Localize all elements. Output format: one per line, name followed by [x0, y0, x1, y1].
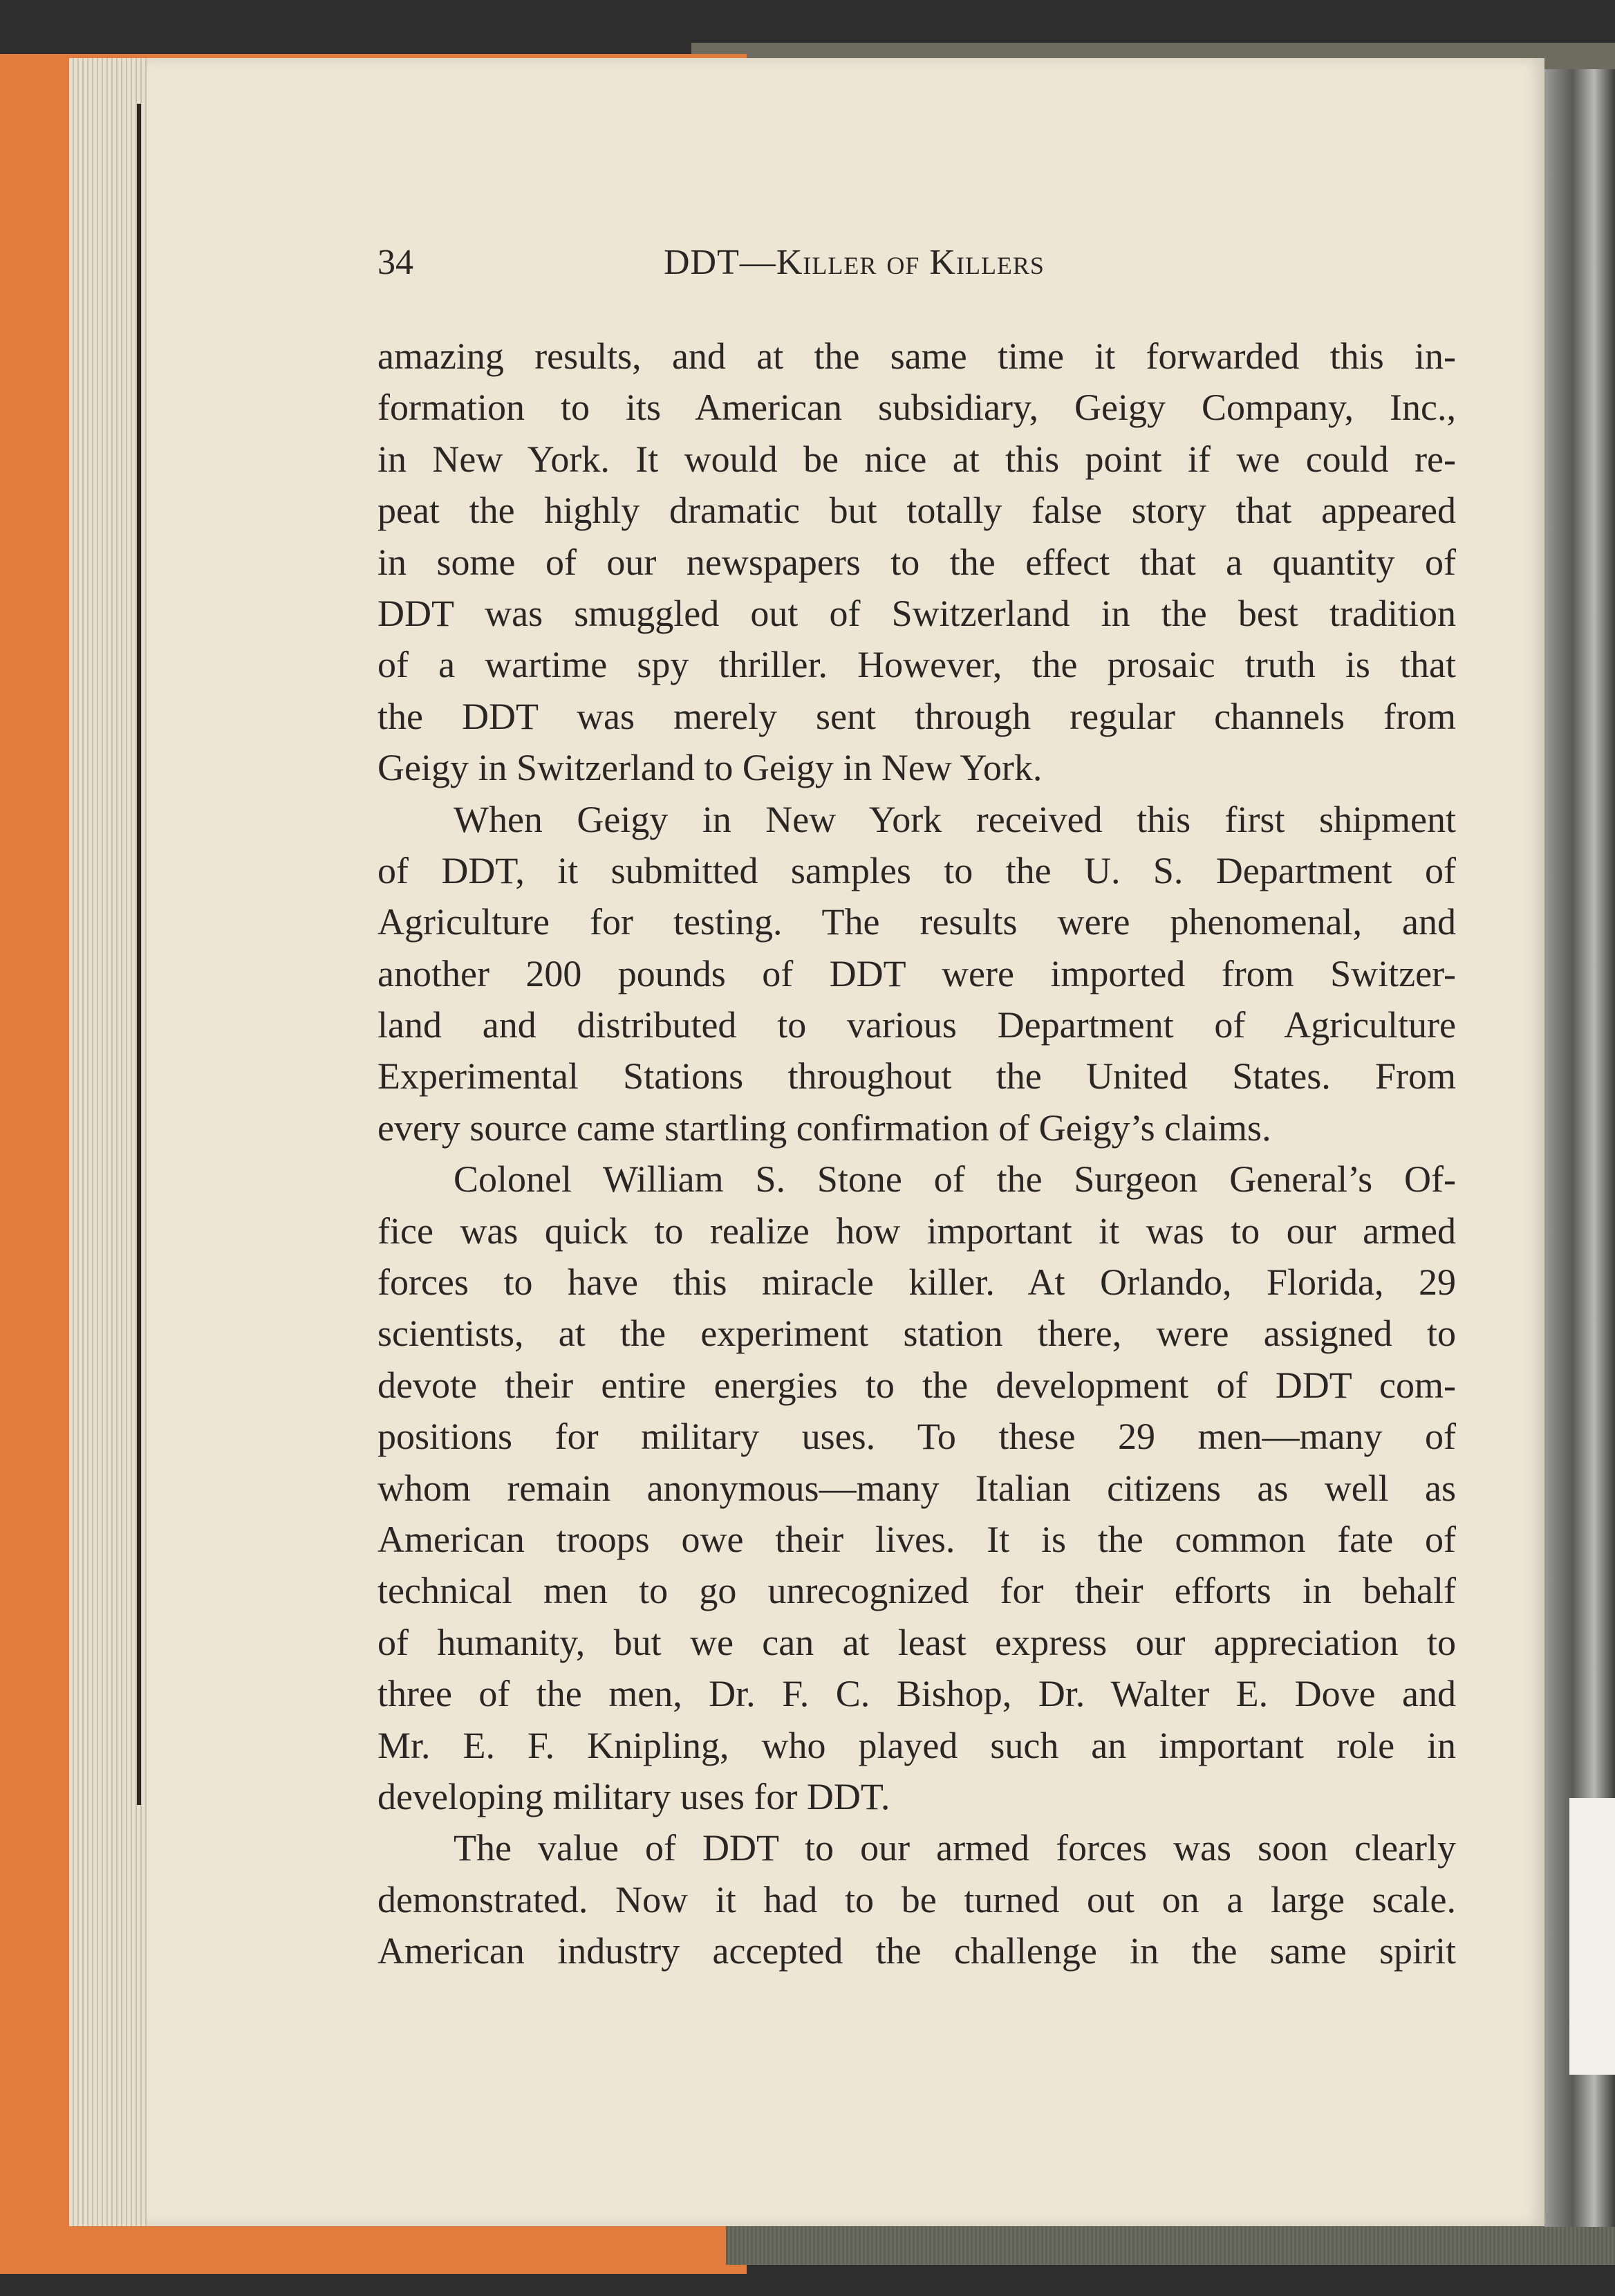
- text-line: American troops owe their lives. It is the common fate of: [377, 1518, 1456, 1560]
- text-line: another 200 pounds of DDT were imported from Switzer-: [377, 952, 1456, 994]
- text-line: scientists, at the experiment station there, were assigned to: [377, 1313, 1456, 1355]
- running-header: [377, 242, 1456, 297]
- text-line: When Geigy in New York received this first shipment: [454, 798, 1456, 840]
- text-line: demonstrated. Now it had to be turned out on a large scale.: [377, 1878, 1456, 1920]
- text-line: three of the men, Dr. F. C. Bishop, Dr. Walter E. Dove and: [377, 1673, 1456, 1715]
- text-line: DDT was smuggled out of Switzerland in the best tradition: [377, 592, 1456, 634]
- text-line: developing military uses for DDT.: [377, 1775, 890, 1817]
- book-cover-cloth-bottom: [726, 2223, 1615, 2265]
- text-line: of a wartime spy thriller. However, the prosaic truth is that: [377, 644, 1456, 686]
- text-line: every source came startling confirmation of Geigy’s claims.: [377, 1107, 1271, 1149]
- text-line: Agriculture for testing. The results were phenomenal, and: [377, 901, 1456, 943]
- text-line: American industry accepted the challenge in the same spirit: [377, 1930, 1456, 1972]
- text-line: devote their entire energies to the development of DDT com-: [377, 1364, 1456, 1406]
- running-title: DDT—Killer of Killers: [664, 243, 1045, 282]
- text-line: technical men to go unrecognized for their efforts in behalf: [377, 1570, 1456, 1612]
- text-line: formation to its American subsidiary, Geigy Company, Inc.,: [377, 387, 1456, 429]
- text-line: in New York. It would be nice at this point if we could re-: [377, 438, 1456, 480]
- facing-page-edge: [1569, 1798, 1615, 2075]
- text-line: of humanity, but we can at least express our appreciation to: [377, 1621, 1456, 1663]
- text-line: The value of DDT to our armed forces was soon clearly: [454, 1827, 1456, 1869]
- text-line: amazing results, and at the same time it forwarded this in-: [377, 335, 1456, 377]
- page-number: 34: [377, 243, 413, 282]
- text-line: positions for military uses. To these 29 men—many of: [377, 1416, 1456, 1458]
- gutter-shadow: [137, 104, 141, 1805]
- text-line: land and distributed to various Department of Agriculture: [377, 1004, 1456, 1046]
- text-line: Mr. E. F. Knipling, who played such an important role in: [377, 1724, 1456, 1766]
- text-line: fice was quick to realize how important it was to our armed: [377, 1210, 1456, 1252]
- text-line: the DDT was merely sent through regular channels from: [377, 695, 1456, 737]
- body-text: [377, 331, 1456, 1977]
- text-line: forces to have this miracle killer. At Orlando, Florida, 29: [377, 1261, 1456, 1304]
- text-line: Colonel William S. Stone of the Surgeon General’s Of-: [454, 1158, 1456, 1201]
- text-line: Geigy in Switzerland to Geigy in New York.: [377, 747, 1043, 789]
- text-line: peat the highly dramatic but totally false story that appeared: [377, 490, 1456, 532]
- text-line: in some of our newspapers to the effect that a quantity of: [377, 541, 1456, 583]
- text-line: Experimental Stations throughout the United States. From: [377, 1055, 1456, 1098]
- text-line: whom remain anonymous—many Italian citizens as well as: [377, 1467, 1456, 1509]
- text-line: of DDT, it submitted samples to the U. S. Department of: [377, 849, 1456, 891]
